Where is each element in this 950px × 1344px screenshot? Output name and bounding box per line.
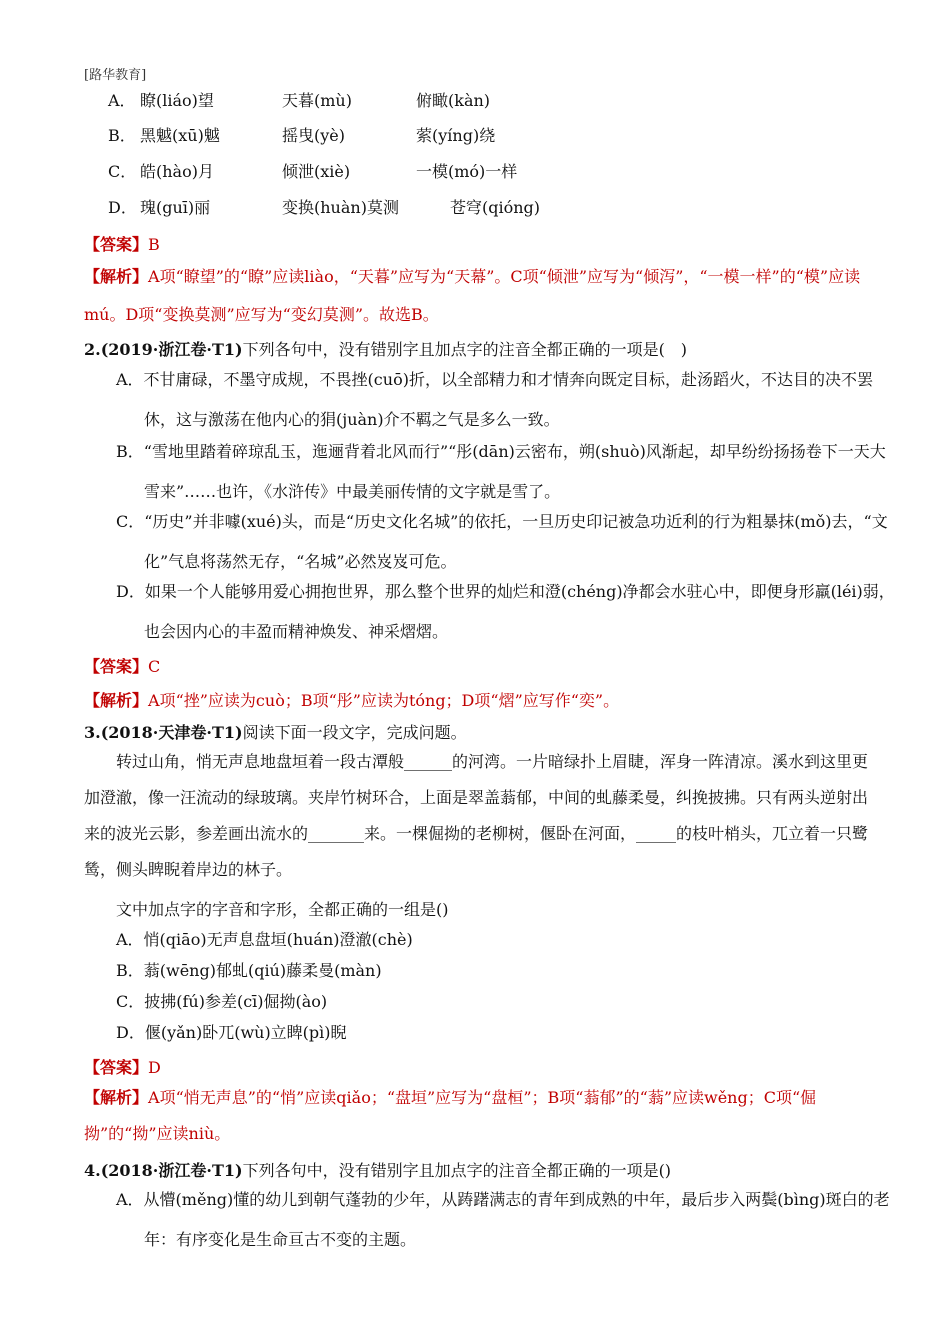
q3-option-a: A．悄(qiāo)无声息盘垣(huán)澄澈(chè): [116, 930, 413, 949]
q2-item-a: A．不甘庸碌，不墨守成规，不畏挫(cuō)折，以全部精力和才情奔向既定目标，赴汤蹈火，不达目的决不罢休，这与激荡在他内心的狷(juàn)介不羁之气是多么一致。: [116, 370, 873, 429]
q1-option-a: A． 瞭(liáo)望 天暮(mù) 俯瞰(kàn): [108, 91, 491, 110]
q3-answer: 【答案】D: [84, 1058, 161, 1077]
header-label: [路华教育]: [84, 68, 147, 83]
q2-item-d: D．如果一个人能够用爱心拥抱世界，那么整个世界的灿烂和澄(chéng)净都会水驻心中，即便身形羸(léi)弱，也会因内心的丰盈而精神焕发、神采熠熠。: [116, 582, 895, 641]
q3-analysis: 【解析】A项“悄无声息”的“悄”应读qiǎo；“盘垣”应写为“盘桓”；B项“蓊郁”的“蓊”应读wěng；C项“倔拗”的“拗”应读niù。: [84, 1088, 817, 1143]
q2-heading: 2.(2019·浙江卷·T1)下列各句中，没有错别字且加点字的注音全都正确的一项是( ): [84, 340, 688, 359]
q3-question: 文中加点字的字音和字形，全都正确的一组是(): [116, 900, 449, 919]
q1-option-c: C． 皓(hào)月 倾泄(xiè) 一模(mó)一样: [108, 162, 518, 181]
q1-option-b: B． 黑魆(xū)魆 摇曳(yè) 萦(yíng)绕: [108, 126, 496, 145]
q2-analysis: 【解析】A项“挫”应读为cuò；B项“彤”应读为tóng；D项“熠”应写作“奕”。: [84, 691, 620, 710]
q1-answer: 【答案】B: [84, 235, 160, 254]
q3-heading: 3.(2018·天津卷·T1)阅读下面一段文字，完成问题。: [84, 723, 467, 742]
q1-analysis: 【解析】A项“瞭望”的“瞭”应读liào，“天暮”应写为“天幕”。C项“倾泄”应写为“倾泻”，“一模一样”的“模”应读mú。D项“变换莫测”应写为“变幻莫测”。故选B。: [84, 267, 861, 324]
q4-heading: 4.(2018·浙江卷·T1)下列各句中，没有错别字且加点字的注音全都正确的一项是(): [84, 1161, 672, 1180]
q2-item-b: B．“雪地里踏着碎琼乱玉，迤逦背着北风而行”“彤(dān)云密布，朔(shuò)风渐起，却早纷纷扬扬卷下一天大雪来”……也许，《水浒传》中最美丽传情的文字就是雪了。: [116, 442, 886, 501]
q3-passage: 转过山角，悄无声息地盘垣着一段古潭般______的河湾。一片暗绿扑上眉睫，浑身一阵清凉。溪水到这里更加澄澈，像一汪流动的绿玻璃。夹岸竹树环合，上面是翠盖蓊郁，中间的虬藤柔曼，纠挽披拂。只有两头逆射出来的波光云影，参差画出流水的_______来。一棵倔拗的老柳树，偃卧在河面，_____的枝叶梢头，兀立着一只鹭鸶，侧头睥睨着岸边的林子。: [84, 752, 869, 879]
q3-option-c: C．披拂(fú)参差(cī)倔拗(ào): [116, 992, 328, 1011]
q1-option-d: D． 瑰(guī)丽 变换(huàn)莫测 苍穹(qióng): [108, 198, 541, 217]
q3-option-b: B．蓊(wēng)郁虬(qiú)藤柔曼(màn): [116, 961, 382, 980]
q2-item-c: C．“历史”并非噱(xué)头，而是“历史文化名城”的依托，一旦历史印记被急功近利的行为粗暴抹(mǒ)去，“文化”气息将荡然无存，“名城”必然岌岌可危。: [116, 512, 888, 571]
q4-item-a: A．从懵(měng)懂的幼儿到朝气蓬勃的少年，从踌躇满志的青年到成熟的中年，最后步入两鬓(bìng)斑白的老年：有序变化是生命亘古不变的主题。: [116, 1190, 890, 1249]
q2-answer: 【答案】C: [84, 657, 161, 676]
q3-option-d: D．偃(yǎn)卧兀(wù)立睥(pì)睨: [116, 1023, 347, 1042]
